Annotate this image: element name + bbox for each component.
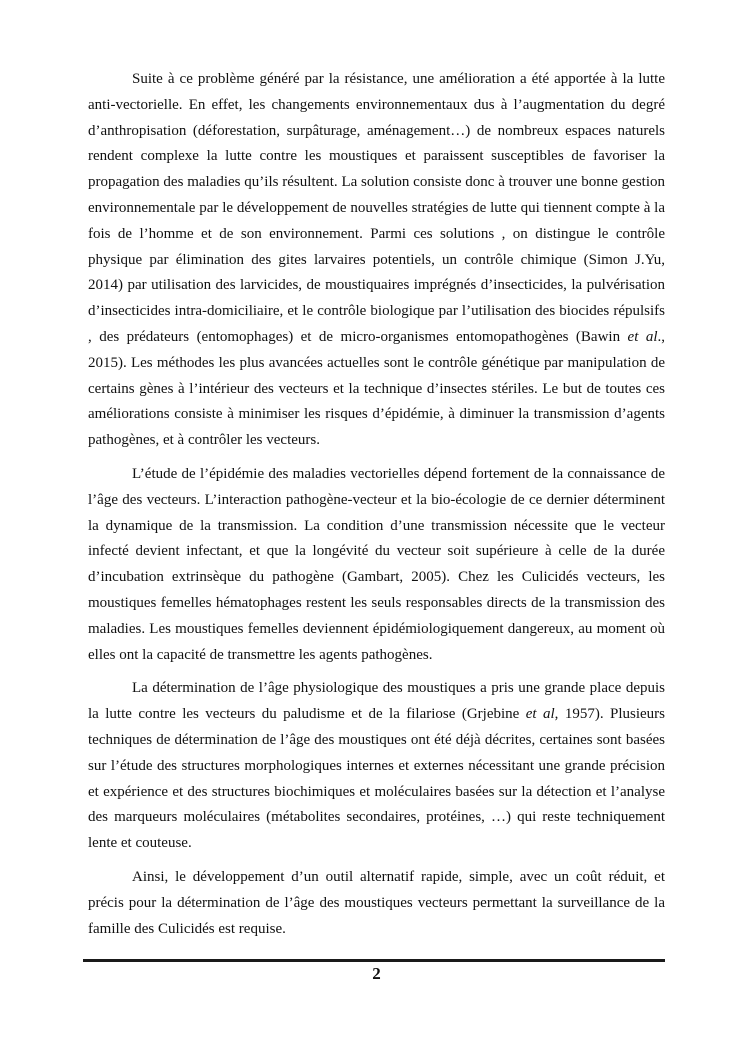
paragraph-text: La détermination de l’âge physiologique des moustiques a pris une grande place depuis la lutte contre les vecteurs du paludisme et de la filariose (Grjebine <box>88 680 665 723</box>
document-body <box>88 67 665 950</box>
citation-et-al: et al <box>627 328 658 345</box>
citation-et-al: et al <box>525 706 555 723</box>
paragraph-text: ., 2015). Les méthodes les plus avancées actuelles sont le contrôle génétique par manipulation de certains gènes à l’intérieur des vecteurs et la technique d’insectes stériles. Le but de toutes ces améliorations consiste à minimiser les risques d’épidémie, à diminuer la transmission d’agents pathogènes, et à contrôler les vecteurs. <box>88 328 665 449</box>
paragraph-text: L’étude de l’épidémie des maladies vectorielles dépend fortement de la connaissance de l’âge des vecteurs. L’interaction pathogène-vecteur et la bio-écologie de ce dernier déterminent la dynamique de la transmission. La condition d’une transmission nécessite que le vecteur infecté devient infectant, et que la longévité du vecteur soit supérieure à celle de la durée d’incubation extrinsèque du pathogène (Gambart, 2005). Chez les Culicidés vecteurs, les moustiques femelles hématophages restent les seuls responsables directs de la transmission des maladies. Les moustiques femelles deviennent épidémiologiquement dangereux, au moment où elles ont la capacité de transmettre les agents pathogènes. <box>88 465 665 663</box>
paragraph-resistance-lutte <box>88 67 665 454</box>
paragraph-text: , 1957). Plusieurs techniques de détermination de l’âge des moustiques ont été déjà décrites, certaines sont basées sur l’étude des structures morphologiques internes et externes nécessitant une grande précision et expérience et des structures biochimiques et moléculaires basées sur la détection et l’analyse des marqueurs moléculaires (métabolites secondaires, protéines, …) qui reste techniquement lente et couteuse. <box>88 706 665 852</box>
paragraph-conclusion <box>88 865 665 942</box>
paragraph-text: Suite à ce problème généré par la résistance, une amélioration a été apportée à la lutte anti-vectorielle. En effet, les changements environnementaux dus à l’augmentation du degré d’anthropisation (déforestation, surpâturage, aménagement…) de nombreux espaces naturels rendent complexe la lutte contre les moustiques et paraissent susceptibles de favoriser la propagation des maladies qu’ils résultent. La solution consiste donc à trouver une bonne gestion environnementale par le développement de nouvelles stratégies de lutte qui tiennent compte à la fois de l’homme et de son environnement. Parmi ces solutions , on distingue le contrôle physique par élimination des gites larvaires potentiels, un contrôle chimique (Simon J.Yu, 2014) par utilisation des larvicides, de moustiquaires imprégnés d’insecticides, la pulvérisation d’insecticides intra-domiciliaire, et le contrôle biologique par l’utilisation des biocides répulsifs , des prédateurs (entomophages) et de micro-organismes entomopathogènes (Bawin <box>88 71 665 345</box>
page-number: 2 <box>372 964 381 983</box>
paragraph-age-vecteurs <box>88 462 665 668</box>
footer-divider <box>83 959 665 962</box>
paragraph-determination-age <box>88 676 665 857</box>
paragraph-text: Ainsi, le développement d’un outil alternatif rapide, simple, avec un coût réduit, et précis pour la détermination de l’âge des moustiques vecteurs permettant la surveillance de la famille des Culicidés est requise. <box>88 868 665 937</box>
